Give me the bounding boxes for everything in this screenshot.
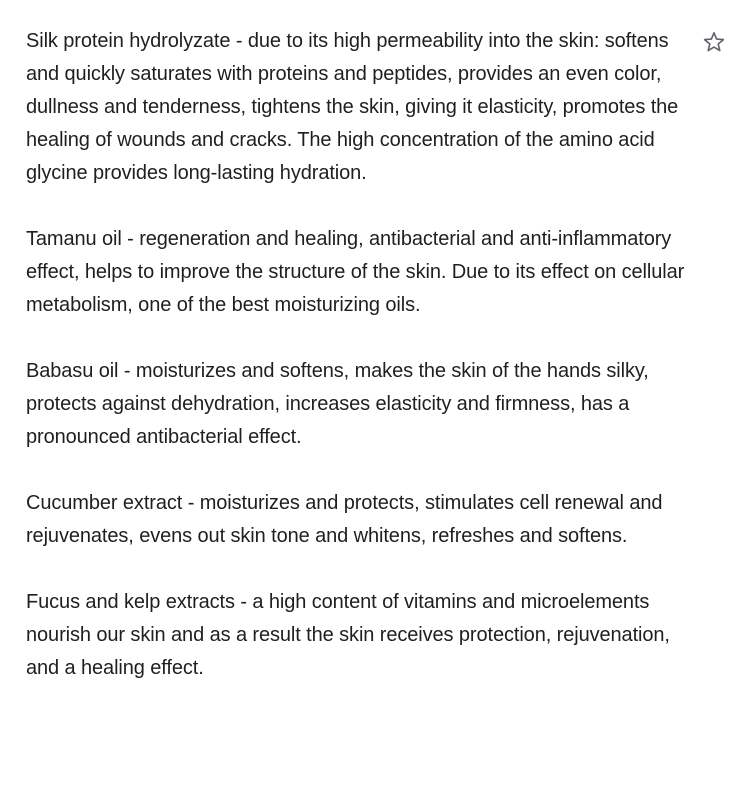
ingredients-description	[26, 25, 698, 718]
paragraph-cucumber-extract: Cucumber extract - moisturizes and protects, stimulates cell renewal and rejuvenates, evens out skin tone and whitens, refreshes and softens.	[26, 492, 663, 547]
paragraph-fucus-kelp-extracts: Fucus and kelp extracts - a high content of vitamins and microelements nourish our skin and as a result the skin receives protection, rejuvenation, and a healing effect.	[26, 591, 670, 679]
paragraph-babasu-oil: Babasu oil - moisturizes and softens, makes the skin of the hands silky, protects against dehydration, increases elasticity and firmness, has a pronounced antibacterial effect.	[26, 360, 649, 448]
star-button[interactable]	[700, 28, 728, 56]
star-outline-icon	[702, 30, 726, 54]
paragraph-silk-protein: Silk protein hydrolyzate - due to its high permeability into the skin: softens and quickly saturates with proteins and peptides, provides an even color, dullness and tenderness, tightens the skin, giving it elasticity, promotes the healing of wounds and cracks. The high concentration of the amino acid glycine provides long-lasting hydration.	[26, 30, 679, 184]
paragraph-tamanu-oil: Tamanu oil - regeneration and healing, antibacterial and anti-inflammatory effect, helps to improve the structure of the skin. Due to its effect on cellular metabolism, one of the best moisturizing oils.	[26, 228, 685, 316]
